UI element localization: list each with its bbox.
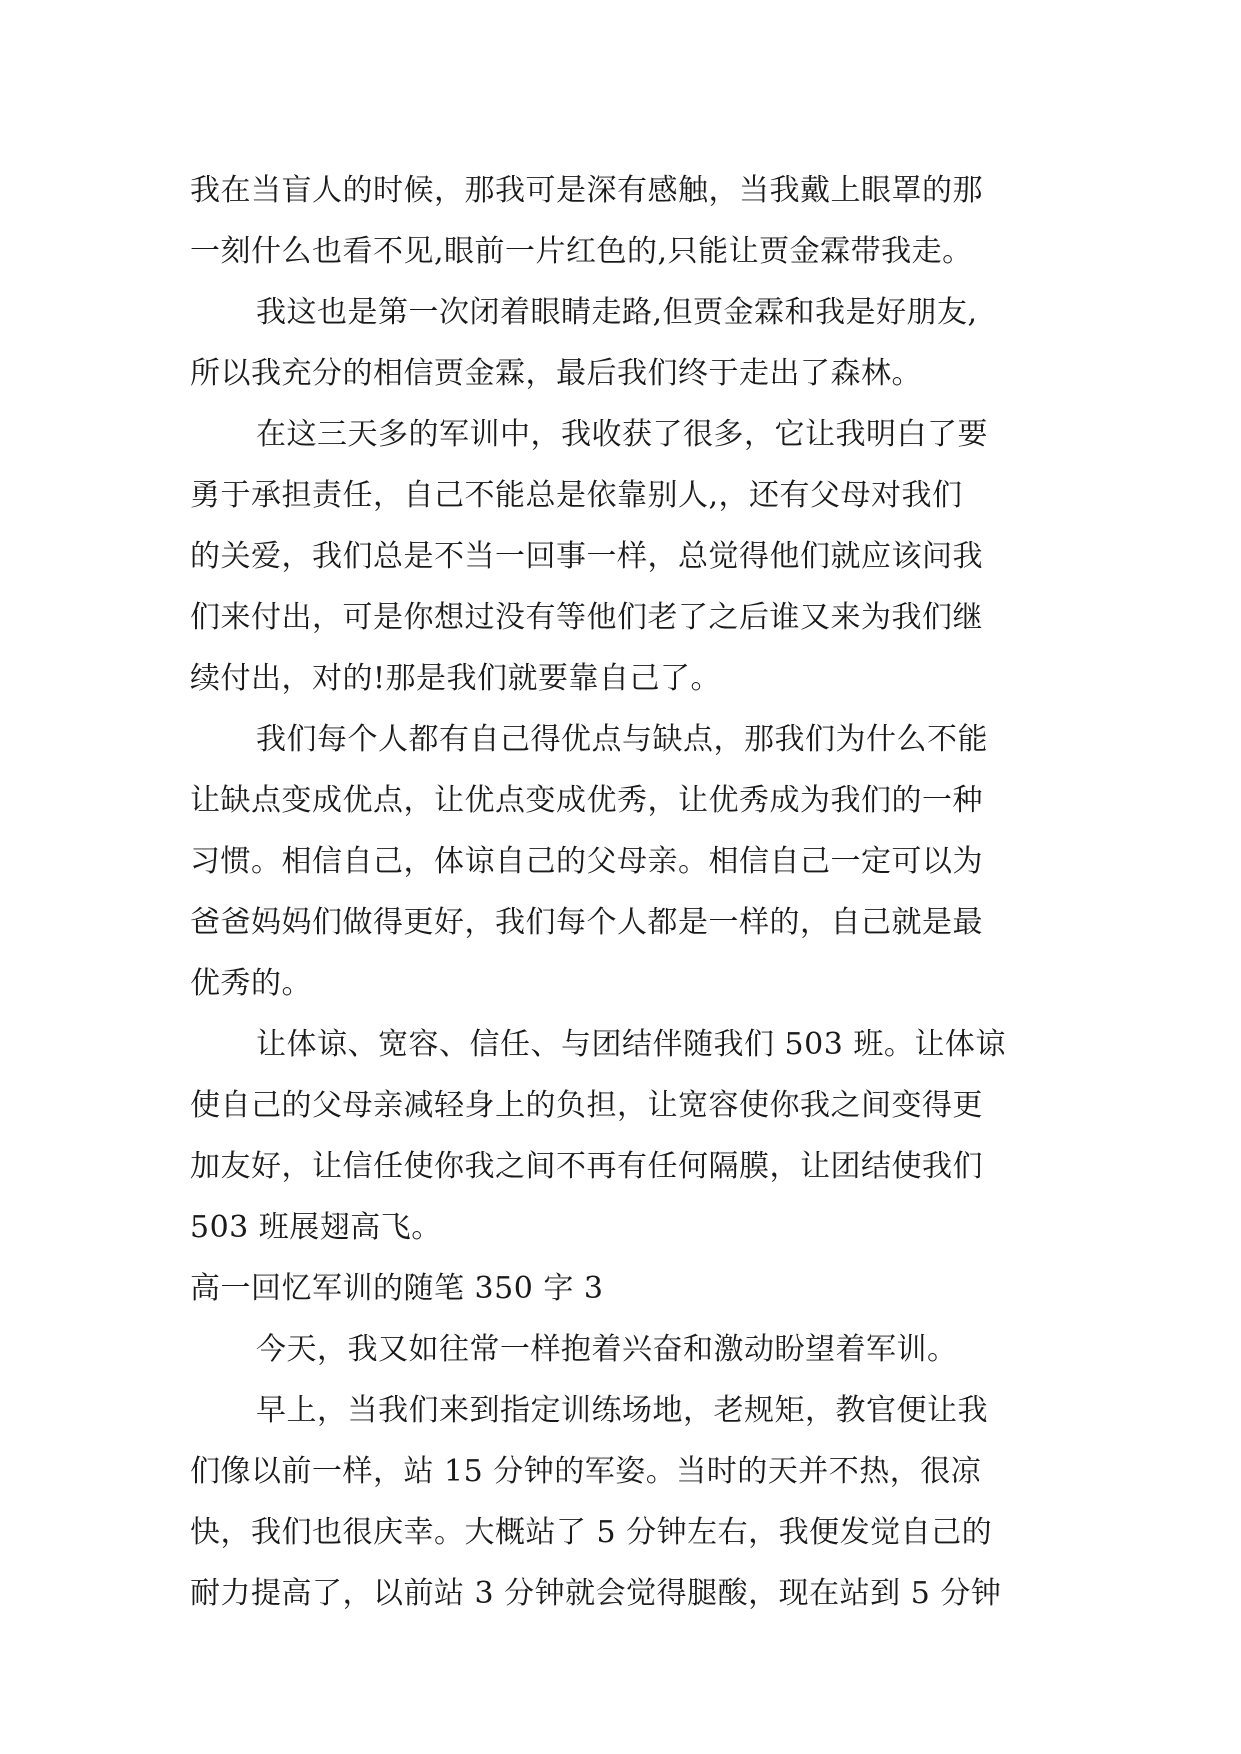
- text-line: 爸爸妈妈们做得更好，我们每个人都是一样的，自己就是最: [190, 905, 983, 940]
- text-line: 们来付出，可是你想过没有等他们老了之后谁又来为我们继: [190, 600, 983, 635]
- text-line: 我在当盲人的时候，那我可是深有感触，当我戴上眼罩的那: [190, 173, 983, 208]
- document-body: [190, 160, 1060, 1624]
- text-line: 耐力提高了，以前站 3 分钟就会觉得腿酸，现在站到 5 分钟: [190, 1576, 1002, 1611]
- text-line: 们像以前一样，站 15 分钟的军姿。当时的天并不热，很凉: [190, 1454, 982, 1489]
- section-heading: 高一回忆军训的随笔 350 字 3: [190, 1271, 604, 1306]
- text-line: 勇于承担责任，自己不能总是依靠别人,，还有父母对我们: [190, 478, 963, 513]
- text-line: 的关爱，我们总是不当一回事一样，总觉得他们就应该问我: [190, 539, 983, 574]
- text-line: 一刻什么也看不见,眼前一片红色的,只能让贾金霖带我走。: [190, 234, 973, 269]
- text-line: 早上，当我们来到指定训练场地，老规矩，教官便让我: [256, 1393, 988, 1428]
- text-line: 让缺点变成优点，让优点变成优秀，让优秀成为我们的一种: [190, 783, 983, 818]
- text-line: 503 班展翅高飞。: [190, 1210, 442, 1245]
- text-line: 所以我充分的相信贾金霖，最后我们终于走出了森林。: [190, 356, 922, 391]
- text-line: 习惯。相信自己，体谅自己的父母亲。相信自己一定可以为: [190, 844, 983, 879]
- text-line: 今天，我又如往常一样抱着兴奋和激动盼望着军训。: [256, 1332, 958, 1367]
- text-line: 我们每个人都有自己得优点与缺点，那我们为什么不能: [256, 722, 988, 757]
- text-line: 优秀的。: [190, 966, 312, 1001]
- text-line: 使自己的父母亲减轻身上的负担，让宽容使你我之间变得更: [190, 1088, 983, 1123]
- text-line: 加友好，让信任使你我之间不再有任何隔膜，让团结使我们: [190, 1149, 983, 1184]
- text-line: 在这三天多的军训中，我收获了很多，它让我明白了要: [256, 417, 988, 452]
- text-line: 续付出，对的!那是我们就要靠自己了。: [190, 661, 722, 696]
- text-line: 快，我们也很庆幸。大概站了 5 分钟左右，我便发觉自己的: [190, 1515, 993, 1550]
- text-line: 让体谅、宽容、信任、与团结伴随我们 503 班。让体谅: [256, 1027, 1006, 1062]
- text-line: 我这也是第一次闭着眼睛走路,但贾金霖和我是好朋友,: [256, 295, 978, 330]
